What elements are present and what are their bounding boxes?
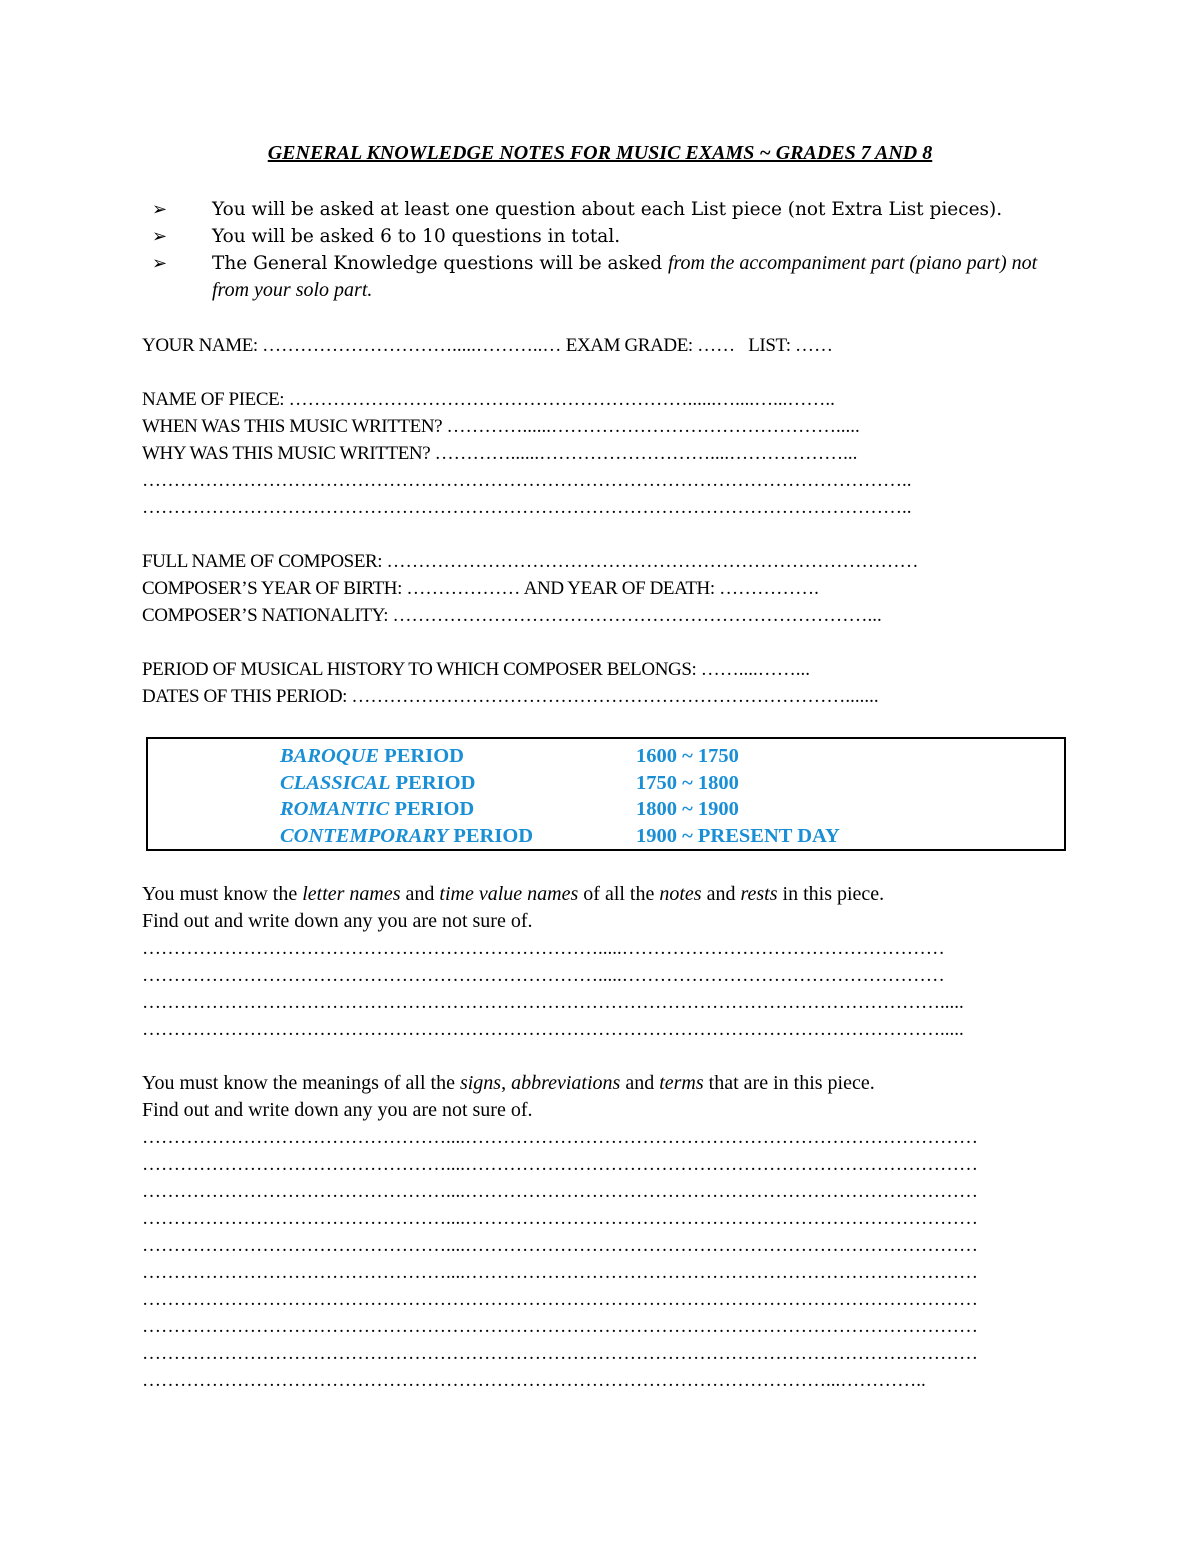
composer-nationality-row: COMPOSER’S NATIONALITY: …………………………………………………………………... — [142, 605, 882, 626]
notes-answer-line[interactable]: ……………………………………………………………….....…………………………………………… — [142, 965, 945, 986]
notes-answer-line[interactable]: ……………………………………………………………….....…………………………………………… — [142, 938, 945, 959]
terms-answer-line[interactable]: …………………………………………....……………………………………………………………………… — [142, 1235, 978, 1256]
arrow-bullet-icon: ➢ — [152, 199, 168, 219]
why-written-line[interactable]: ………………………………………………………………………………………………………….. — [142, 470, 912, 491]
name-of-piece-field[interactable]: ………………………………………………………......…....…...…….. — [288, 389, 835, 410]
arrow-bullet-icon: ➢ — [152, 226, 168, 246]
instruction-item: ➢ You will be asked 6 to 10 questions in total. — [152, 223, 1052, 250]
your-name-field[interactable]: ………………………….....………..… — [262, 335, 562, 356]
arrow-bullet-icon: ➢ — [152, 253, 168, 273]
why-written-line[interactable]: ………………………………………………………………………………………………………….. — [142, 497, 912, 518]
terms-answer-line[interactable]: …………………………………………………………………………………………………………………… — [142, 1343, 978, 1364]
terms-answer-line[interactable]: …………………………………………....……………………………………………………………………… — [142, 1181, 978, 1202]
terms-answer-line[interactable]: …………………………………………....……………………………………………………………………… — [142, 1262, 978, 1283]
instruction-item: ➢ You will be asked at least one question about each List piece (not Extra List pieces). — [152, 196, 1052, 223]
when-written-row: WHEN WAS THIS MUSIC WRITTEN? …………......………………………………………..... — [142, 416, 860, 437]
period-row-classical: CLASSICAL PERIOD 1750 ~ 1800 — [280, 772, 739, 794]
terms-answer-line[interactable]: …………………………………………………………………………………………………………………… — [142, 1316, 978, 1337]
terms-instruction-2: Find out and write down any you are not sure of. — [142, 1099, 533, 1121]
terms-answer-line[interactable]: …………………………………………....……………………………………………………………………… — [142, 1208, 978, 1229]
composer-name-field[interactable]: ………………………………………………………………………… — [386, 551, 919, 572]
instruction-item: ➢ The General Knowledge questions will be asked from the accompaniment part (piano part) not from your solo part. — [152, 252, 1038, 301]
period-row-romantic: ROMANTIC PERIOD 1800 ~ 1900 — [280, 798, 739, 820]
list-field[interactable]: …… — [795, 335, 834, 356]
period-reference-box — [146, 737, 1066, 851]
period-row-contemporary: CONTEMPORARY PERIOD 1900 ~ PRESENT DAY — [280, 825, 840, 847]
instructions-list — [152, 196, 1052, 304]
your-name-row: YOUR NAME: ………………………….....………..… EXAM GRADE: …… LIST: …… — [142, 335, 834, 356]
period-dates-row: DATES OF THIS PERIOD: ……………………………………………………………………....... — [142, 686, 879, 707]
notes-instruction: You must know the letter names and time value names of all the notes and rests in this piece. — [142, 883, 885, 905]
terms-answer-line[interactable]: …………………………………………………………………………………………………………………… — [142, 1289, 978, 1310]
composer-dates-row: COMPOSER’S YEAR OF BIRTH: ……………… AND YEAR OF DEATH: ……………. — [142, 578, 819, 599]
period-row: PERIOD OF MUSICAL HISTORY TO WHICH COMPOSER BELONGS: ……....……... — [142, 659, 810, 680]
terms-answer-line[interactable]: …………………………………………....……………………………………………………………………… — [142, 1154, 978, 1175]
notes-answer-line[interactable]: ………………………………………………………………………………………………………………..... — [142, 1019, 964, 1040]
nationality-field[interactable]: …………………………………………………………………... — [392, 605, 882, 626]
why-written-field[interactable]: …………......………………………....………………... — [434, 443, 858, 464]
when-written-field[interactable]: …………......………………………………………..... — [446, 416, 860, 437]
terms-instruction: You must know the meanings of all the signs, abbreviations and terms that are in this piece. — [142, 1072, 875, 1094]
name-of-piece-row: NAME OF PIECE: ………………………………………………………......…....…...…….. — [142, 389, 835, 410]
page-title: GENERAL KNOWLEDGE NOTES FOR MUSIC EXAMS ~ GRADES 7 AND 8 — [267, 142, 933, 164]
notes-answer-line[interactable]: ………………………………………………………………………………………………………………..... — [142, 992, 964, 1013]
period-dates-field[interactable]: ……………………………………………………………………....... — [351, 686, 879, 707]
notes-instruction-2: Find out and write down any you are not sure of. — [142, 910, 533, 932]
terms-answer-line[interactable]: …………………………………………....……………………………………………………………………… — [142, 1127, 978, 1148]
period-row-baroque: BAROQUE PERIOD 1600 ~ 1750 — [280, 745, 739, 767]
death-year-field[interactable]: ……………. — [719, 578, 819, 599]
exam-grade-field[interactable]: …… — [697, 335, 736, 356]
period-field[interactable]: ……....……... — [700, 659, 810, 680]
composer-name-row: FULL NAME OF COMPOSER: ………………………………………………………………………… — [142, 551, 919, 572]
birth-year-field[interactable]: ……………… — [406, 578, 521, 599]
terms-answer-line[interactable]: ………………………………………………………………………………………………...………….. — [142, 1370, 926, 1391]
why-written-row: WHY WAS THIS MUSIC WRITTEN? …………......………………………....………………... — [142, 443, 858, 464]
